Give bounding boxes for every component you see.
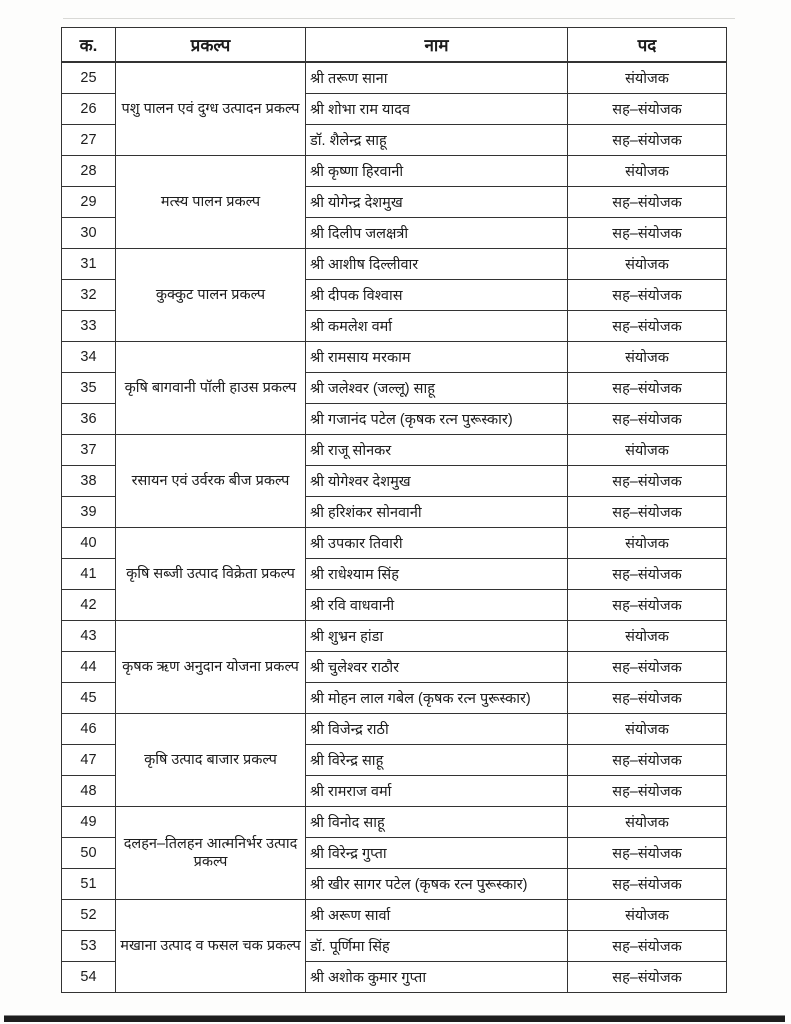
serial-cell: 42 <box>62 590 116 621</box>
designation-cell: सह–संयोजक <box>568 559 727 590</box>
serial-cell: 32 <box>62 280 116 311</box>
designation-cell: सह–संयोजक <box>568 497 727 528</box>
project-roster-table <box>61 27 727 993</box>
designation-cell: सह–संयोजक <box>568 683 727 714</box>
project-cell: मखाना उत्पाद व फसल चक प्रकल्प <box>116 900 306 993</box>
designation-cell: सह–संयोजक <box>568 373 727 404</box>
name-cell: श्री गजानंद पटेल (कृषक रत्न पुरूस्कार) <box>306 404 568 435</box>
name-cell: श्री तरूण साना <box>306 62 568 94</box>
name-cell: श्री विरेन्द्र साहू <box>306 745 568 776</box>
page-bottom-bar <box>4 1016 785 1022</box>
name-cell: श्री चुलेश्वर राठौर <box>306 652 568 683</box>
serial-cell: 50 <box>62 838 116 869</box>
project-cell: कृषक ऋण अनुदान योजना प्रकल्प <box>116 621 306 714</box>
serial-cell: 45 <box>62 683 116 714</box>
project-cell: पशु पालन एवं दुग्ध उत्पादन प्रकल्प <box>116 62 306 156</box>
designation-cell: संयोजक <box>568 435 727 466</box>
designation-cell: सह–संयोजक <box>568 838 727 869</box>
serial-cell: 49 <box>62 807 116 838</box>
designation-cell: संयोजक <box>568 900 727 931</box>
serial-cell: 31 <box>62 249 116 280</box>
designation-cell: सह–संयोजक <box>568 311 727 342</box>
serial-cell: 44 <box>62 652 116 683</box>
header-project: प्रकल्प <box>116 28 306 63</box>
designation-cell: सह–संयोजक <box>568 280 727 311</box>
serial-cell: 37 <box>62 435 116 466</box>
name-cell: श्री राधेश्याम सिंह <box>306 559 568 590</box>
name-cell: श्री उपकार तिवारी <box>306 528 568 559</box>
table-header-row <box>62 28 727 63</box>
serial-cell: 28 <box>62 156 116 187</box>
name-cell: श्री आशीष दिल्लीवार <box>306 249 568 280</box>
serial-cell: 43 <box>62 621 116 652</box>
serial-cell: 53 <box>62 931 116 962</box>
serial-cell: 38 <box>62 466 116 497</box>
serial-cell: 25 <box>62 62 116 94</box>
project-cell: कृषि बागवानी पॉली हाउस प्रकल्प <box>116 342 306 435</box>
serial-cell: 26 <box>62 94 116 125</box>
serial-cell: 51 <box>62 869 116 900</box>
serial-cell: 27 <box>62 125 116 156</box>
name-cell: श्री मोहन लाल गबेल (कृषक रत्न पुरूस्कार) <box>306 683 568 714</box>
table-row <box>62 342 727 373</box>
table-row <box>62 528 727 559</box>
designation-cell: सह–संयोजक <box>568 590 727 621</box>
designation-cell: संयोजक <box>568 528 727 559</box>
header-name: नाम <box>306 28 568 63</box>
project-cell: दलहन–तिलहन आत्मनिर्भर उत्पाद प्रकल्प <box>116 807 306 900</box>
table-row <box>62 435 727 466</box>
name-cell: श्री दिलीप जलक्षत्री <box>306 218 568 249</box>
designation-cell: संयोजक <box>568 342 727 373</box>
serial-cell: 52 <box>62 900 116 931</box>
project-cell: कृषि उत्पाद बाजार प्रकल्प <box>116 714 306 807</box>
designation-cell: सह–संयोजक <box>568 745 727 776</box>
name-cell: श्री जलेश्वर (जल्लू) साहू <box>306 373 568 404</box>
designation-cell: संयोजक <box>568 714 727 745</box>
designation-cell: सह–संयोजक <box>568 218 727 249</box>
name-cell: श्री शुभ्रन हांडा <box>306 621 568 652</box>
serial-cell: 33 <box>62 311 116 342</box>
designation-cell: सह–संयोजक <box>568 652 727 683</box>
designation-cell: सह–संयोजक <box>568 404 727 435</box>
table-row <box>62 714 727 745</box>
name-cell: श्री कृष्णा हिरवानी <box>306 156 568 187</box>
designation-cell: सह–संयोजक <box>568 869 727 900</box>
serial-cell: 34 <box>62 342 116 373</box>
table-row <box>62 62 727 94</box>
name-cell: श्री रामसाय मरकाम <box>306 342 568 373</box>
project-cell: रसायन एवं उर्वरक बीज प्रकल्प <box>116 435 306 528</box>
table-row <box>62 249 727 280</box>
name-cell: श्री कमलेश वर्मा <box>306 311 568 342</box>
designation-cell: संयोजक <box>568 621 727 652</box>
name-cell: डॉ. शैलेन्द्र साहू <box>306 125 568 156</box>
serial-cell: 39 <box>62 497 116 528</box>
designation-cell: सह–संयोजक <box>568 776 727 807</box>
designation-cell: सह–संयोजक <box>568 94 727 125</box>
name-cell: श्री खीर सागर पटेल (कृषक रत्न पुरूस्कार) <box>306 869 568 900</box>
header-designation: पद <box>568 28 727 63</box>
designation-cell: सह–संयोजक <box>568 962 727 993</box>
designation-cell: सह–संयोजक <box>568 187 727 218</box>
serial-cell: 35 <box>62 373 116 404</box>
name-cell: श्री योगेन्द्र देशमुख <box>306 187 568 218</box>
serial-cell: 46 <box>62 714 116 745</box>
designation-cell: संयोजक <box>568 249 727 280</box>
designation-cell: सह–संयोजक <box>568 125 727 156</box>
serial-cell: 29 <box>62 187 116 218</box>
project-cell: मत्स्य पालन प्रकल्प <box>116 156 306 249</box>
name-cell: श्री हरिशंकर सोनवानी <box>306 497 568 528</box>
table-row <box>62 621 727 652</box>
table-row <box>62 156 727 187</box>
name-cell: श्री विजेन्द्र राठी <box>306 714 568 745</box>
name-cell: श्री रवि वाधवानी <box>306 590 568 621</box>
table-row <box>62 807 727 838</box>
name-cell: श्री राजू सोनकर <box>306 435 568 466</box>
serial-cell: 54 <box>62 962 116 993</box>
designation-cell: सह–संयोजक <box>568 931 727 962</box>
serial-cell: 47 <box>62 745 116 776</box>
project-cell: कृषि सब्जी उत्पाद विक्रेता प्रकल्प <box>116 528 306 621</box>
serial-cell: 40 <box>62 528 116 559</box>
serial-cell: 30 <box>62 218 116 249</box>
name-cell: डॉ. पूर्णिमा सिंह <box>306 931 568 962</box>
designation-cell: संयोजक <box>568 156 727 187</box>
serial-cell: 36 <box>62 404 116 435</box>
table-row <box>62 900 727 931</box>
designation-cell: संयोजक <box>568 62 727 94</box>
name-cell: श्री अरूण सार्वा <box>306 900 568 931</box>
name-cell: श्री विनोद साहू <box>306 807 568 838</box>
scan-artifact-line <box>63 18 735 19</box>
serial-cell: 41 <box>62 559 116 590</box>
serial-cell: 48 <box>62 776 116 807</box>
project-cell: कुक्कुट पालन प्रकल्प <box>116 249 306 342</box>
designation-cell: संयोजक <box>568 807 727 838</box>
name-cell: श्री रामराज वर्मा <box>306 776 568 807</box>
name-cell: श्री योगेश्वर देशमुख <box>306 466 568 497</box>
header-serial: क. <box>62 28 116 63</box>
name-cell: श्री शोभा राम यादव <box>306 94 568 125</box>
designation-cell: सह–संयोजक <box>568 466 727 497</box>
name-cell: श्री अशोक कुमार गुप्ता <box>306 962 568 993</box>
name-cell: श्री विरेन्द्र गुप्ता <box>306 838 568 869</box>
name-cell: श्री दीपक विश्वास <box>306 280 568 311</box>
